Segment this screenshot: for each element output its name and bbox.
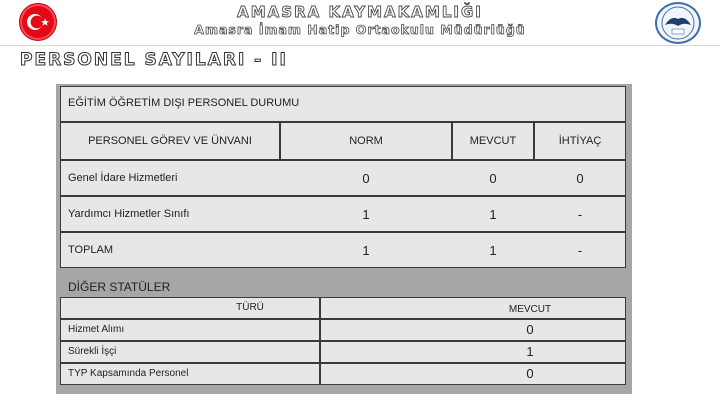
page-title: PERSONEL SAYILARI - II xyxy=(20,50,288,70)
header-divider xyxy=(0,45,720,46)
row-need: 0 xyxy=(576,171,584,186)
table1-header-position: PERSONEL GÖREV VE ÜNVANI xyxy=(88,135,252,147)
row-current: 1 xyxy=(526,344,534,359)
row-need: - xyxy=(577,243,583,258)
row-norm: 1 xyxy=(362,207,370,222)
row-label: Hizmet Alımı xyxy=(68,324,125,335)
row-current: 0 xyxy=(526,322,534,337)
row-label: Sürekli İşçi xyxy=(68,346,117,357)
section1-title: EĞİTİM ÖĞRETİM DIŞI PERSONEL DURUMU xyxy=(68,97,300,109)
school-seal-logo xyxy=(655,2,701,44)
row-current: 1 xyxy=(489,243,497,258)
section2-title: DİĞER STATÜLER xyxy=(68,280,171,294)
table2-header-type: TÜRÜ xyxy=(236,302,264,313)
row-label: Yardımcı Hizmetler Sınıfı xyxy=(68,208,190,220)
header-institution: AMASRA KAYMAKAMLIĞI xyxy=(237,3,483,21)
table1-header-need: İHTİYAÇ xyxy=(558,135,602,147)
row-label: Genel İdare Hizmetleri xyxy=(68,172,178,184)
table1-header-current: MEVCUT xyxy=(469,135,517,147)
row-current: 0 xyxy=(526,366,534,381)
row-need: - xyxy=(577,207,583,222)
row-norm: 1 xyxy=(362,243,370,258)
header-school: Amasra İmam Hatip Ortaokulu Müdürlüğü xyxy=(194,22,526,37)
row-label: TYP Kapsamında Personel xyxy=(68,368,189,379)
content-panel xyxy=(56,84,632,394)
table1-header-norm: NORM xyxy=(349,135,383,147)
row-current: 0 xyxy=(489,171,497,186)
row-label: TOPLAM xyxy=(68,244,114,256)
table2-header-current: MEVCUT xyxy=(508,304,552,315)
row-norm: 0 xyxy=(362,171,370,186)
row-current: 1 xyxy=(489,207,497,222)
